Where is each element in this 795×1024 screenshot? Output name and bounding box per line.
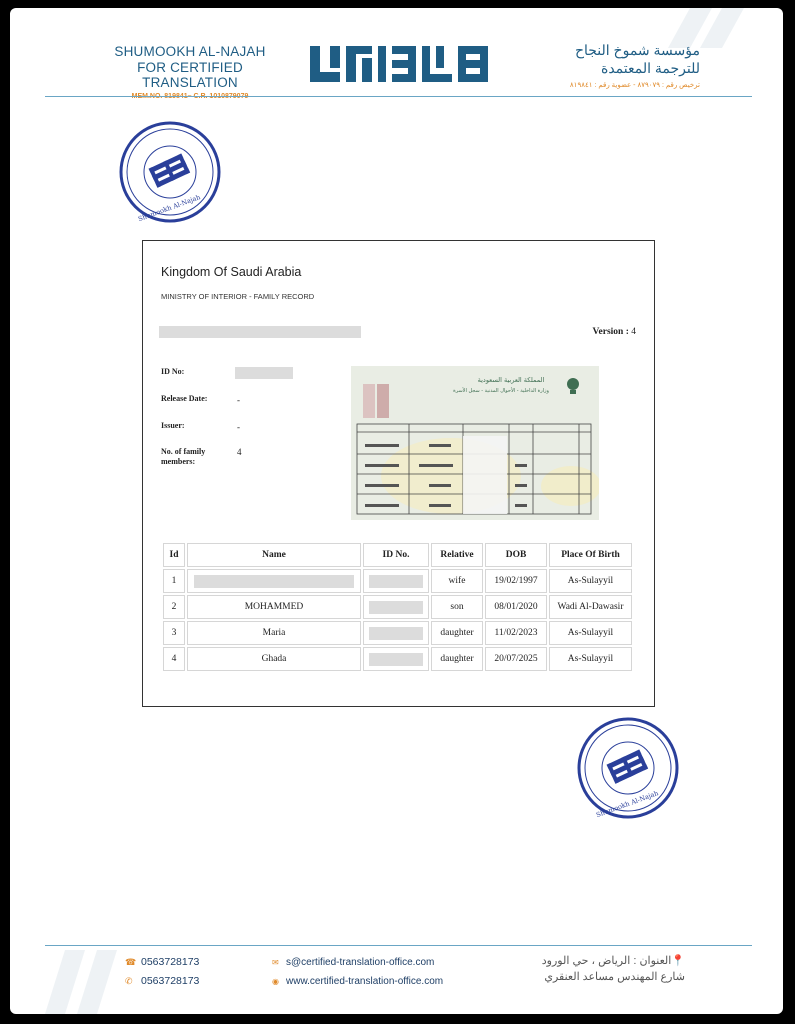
card-ar-title1: المملكة العربية السعودية	[477, 376, 545, 384]
table-row	[163, 569, 632, 593]
location-pin-icon: 📍	[671, 955, 685, 967]
company-stamp-2	[576, 716, 680, 820]
phone-2[interactable]	[125, 975, 199, 987]
col-header-place-of-birth: Place Of Birth	[549, 543, 632, 567]
cell-name: Maria	[187, 621, 361, 645]
family-card-image	[351, 366, 599, 520]
phone-2-text: 0563728173	[141, 975, 200, 987]
company-name-english	[90, 44, 290, 100]
col-header-relative: Relative	[431, 543, 483, 567]
col-header-id: Id	[163, 543, 185, 567]
cell-id: 3	[163, 621, 185, 645]
footer-divider	[45, 945, 752, 946]
col-header-name: Name	[187, 543, 361, 567]
phone-1-text: 0563728173	[141, 956, 200, 968]
company-name-line2: FOR CERTIFIED TRANSLATION	[137, 60, 243, 90]
company-logo	[308, 42, 490, 86]
globe-icon: ◉	[272, 977, 279, 986]
family-record-box	[142, 240, 655, 707]
redacted-id-no	[369, 575, 423, 588]
cell-relative: daughter	[431, 621, 483, 645]
record-subtitle: MINISTRY OF INTERIOR - FAMILY RECORD	[161, 292, 315, 301]
company-name-line1: SHUMOOKH AL-NAJAH	[114, 44, 266, 59]
field-label-family-members: No. of family members:	[161, 447, 206, 466]
cell-id: 4	[163, 647, 185, 671]
table-row	[163, 621, 632, 645]
company-name-ar-line2: للترجمة المعتمدة	[601, 60, 700, 76]
redacted-id-no	[369, 601, 423, 614]
field-label-issuer: Issuer:	[161, 421, 185, 430]
website-link[interactable]	[272, 976, 443, 987]
svg-text:Shumookh Al-Najah: Shumookh Al-Najah	[595, 789, 660, 820]
version-value: 4	[631, 327, 636, 337]
email-icon: ✉	[272, 958, 279, 967]
version-label: Version :	[592, 327, 629, 337]
website-text: www.certified-translation-office.com	[286, 976, 444, 987]
cell-relative: son	[431, 595, 483, 619]
cell-place: As-Sulayyil	[549, 647, 632, 671]
company-stamp	[118, 120, 222, 224]
record-title: Kingdom Of Saudi Arabia	[161, 265, 302, 279]
cell-name	[187, 569, 361, 593]
field-value-family-members: 4	[237, 447, 242, 457]
col-header-dob: DOB	[485, 543, 547, 567]
license-number-ar: ترخيص رقم : ٨٧٩٠٧٩ - عضوية رقم : ٨١٩٨٤١	[569, 82, 700, 89]
cell-dob: 19/02/1997	[485, 569, 547, 593]
cell-place: As-Sulayyil	[549, 569, 632, 593]
email-text: s@certified-translation-office.com	[286, 957, 435, 968]
field-label-release-date: Release Date:	[161, 394, 208, 403]
document-page	[10, 8, 783, 1014]
cell-name: Ghada	[187, 647, 361, 671]
table-header-row	[163, 543, 632, 567]
cell-id: 2	[163, 595, 185, 619]
cell-id: 1	[163, 569, 185, 593]
redacted-name	[194, 575, 354, 588]
redacted-id-no	[369, 653, 423, 666]
cell-place: Wadi Al-Dawasir	[549, 595, 632, 619]
cell-id-no	[363, 647, 429, 671]
email-link[interactable]	[272, 957, 434, 968]
company-name-ar-line1: مؤسسة شموخ النجاح	[574, 42, 700, 58]
field-label-id-no: ID No:	[161, 367, 185, 376]
cell-name: MOHAMMED	[187, 595, 361, 619]
field-value-issuer: -	[237, 422, 240, 432]
field-value-release-date: -	[237, 395, 240, 405]
address	[515, 953, 685, 985]
cell-id-no	[363, 621, 429, 645]
family-members-table	[161, 541, 634, 673]
redacted-id-no	[235, 367, 293, 379]
phone-1[interactable]	[125, 956, 199, 968]
redacted-id-no	[369, 627, 423, 640]
cell-dob: 08/01/2020	[485, 595, 547, 619]
version	[593, 327, 636, 337]
cell-id-no	[363, 595, 429, 619]
header-divider	[45, 96, 752, 97]
cell-dob: 20/07/2025	[485, 647, 547, 671]
redacted-name-bar	[159, 326, 361, 338]
address-line2: شارع المهندس مساعد العنقري	[544, 971, 685, 983]
cell-relative: daughter	[431, 647, 483, 671]
address-line1: العنوان : الرياض ، حي الورود	[541, 955, 672, 967]
cell-dob: 11/02/2023	[485, 621, 547, 645]
col-header-id-no: ID No.	[363, 543, 429, 567]
phone-icon: ☎	[125, 957, 137, 967]
company-name-arabic	[530, 42, 700, 89]
card-ar-title2: وزارة الداخلية - الأحوال المدنية - سجل الأسرة	[453, 388, 549, 394]
table-row	[163, 595, 632, 619]
table-row	[163, 647, 632, 671]
cell-id-no	[363, 569, 429, 593]
whatsapp-icon: ✆	[125, 976, 133, 986]
cell-relative: wife	[431, 569, 483, 593]
svg-text:Shumookh Al-Najah: Shumookh Al-Najah	[137, 193, 202, 224]
cell-place: As-Sulayyil	[549, 621, 632, 645]
